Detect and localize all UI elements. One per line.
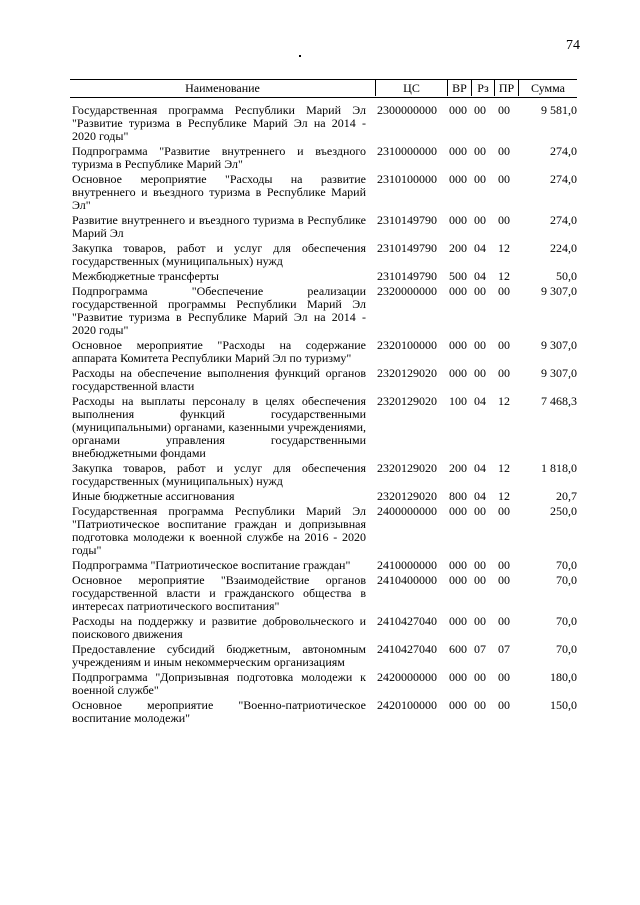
row-sum: 70,0 xyxy=(556,573,577,587)
row-pr: 12 xyxy=(498,394,510,408)
row-rz: 00 xyxy=(474,103,486,117)
row-rz: 07 xyxy=(474,642,486,656)
row-sum: 7 468,3 xyxy=(541,394,577,408)
table-row xyxy=(72,505,577,557)
row-code: 2320129020 xyxy=(377,366,437,380)
table-row xyxy=(72,395,577,460)
row-name: Расходы на поддержку и развитие добровольческого и поискового движения xyxy=(72,614,366,641)
row-sum: 9 307,0 xyxy=(541,338,577,352)
row-code: 2320000000 xyxy=(377,284,437,298)
header-vr: ВР xyxy=(447,80,471,96)
row-code: 2420100000 xyxy=(377,698,437,712)
row-sum: 70,0 xyxy=(556,642,577,656)
row-rz: 04 xyxy=(474,269,486,283)
table-row xyxy=(72,367,577,393)
row-vr: 000 xyxy=(449,284,467,298)
row-pr: 12 xyxy=(498,269,510,283)
row-name: Основное мероприятие "Взаимодействие органов государственной власти и гражданского общества в интересах патриотического воспитания" xyxy=(72,573,366,613)
table-row xyxy=(72,270,577,283)
row-rz: 00 xyxy=(474,504,486,518)
row-sum: 9 307,0 xyxy=(541,284,577,298)
row-code: 2410400000 xyxy=(377,573,437,587)
row-vr: 200 xyxy=(449,461,467,475)
row-rz: 04 xyxy=(474,489,486,503)
table-row xyxy=(72,574,577,613)
row-code: 2320100000 xyxy=(377,338,437,352)
row-vr: 000 xyxy=(449,698,467,712)
row-rz: 00 xyxy=(474,698,486,712)
row-name: Подпрограмма "Обеспечение реализации государственной программы Республики Марий Эл "Развитие туризма в Республике Марий Эл на 2014 - 2020 годы" xyxy=(72,284,366,337)
table-row xyxy=(72,643,577,669)
row-rz: 00 xyxy=(474,213,486,227)
row-rz: 04 xyxy=(474,394,486,408)
row-vr: 800 xyxy=(449,489,467,503)
row-name: Государственная программа Республики Марий Эл "Патриотическое воспитание граждан и допризывная подготовка молодежи к военной службе на 2016 - 2020 годы" xyxy=(72,504,366,557)
row-rz: 00 xyxy=(474,144,486,158)
row-sum: 180,0 xyxy=(550,670,577,684)
row-rz: 00 xyxy=(474,573,486,587)
row-code: 2320129020 xyxy=(377,489,437,503)
row-name: Государственная программа Республики Марий Эл "Развитие туризма в Республике Марий Эл на 2014 - 2020 годы" xyxy=(72,103,366,143)
row-pr: 00 xyxy=(498,504,510,518)
row-name: Предоставление субсидий бюджетным, автономным учреждениям и иным некоммерческим организациям xyxy=(72,642,366,669)
row-name: Основное мероприятие "Расходы на развитие внутреннего и въездного туризма в Республике Марий Эл" xyxy=(72,172,366,212)
row-code: 2400000000 xyxy=(377,504,437,518)
row-sum: 274,0 xyxy=(550,213,577,227)
table-body xyxy=(72,104,577,727)
row-name: Закупка товаров, работ и услуг для обеспечения государственных (муниципальных) нужд xyxy=(72,461,366,488)
row-rz: 00 xyxy=(474,614,486,628)
row-name: Развитие внутреннего и въездного туризма в Республике Марий Эл xyxy=(72,213,366,240)
row-vr: 000 xyxy=(449,213,467,227)
page-number: 74 xyxy=(566,38,580,53)
table-row xyxy=(72,671,577,697)
row-pr: 00 xyxy=(498,284,510,298)
row-name: Расходы на обеспечение выполнения функций органов государственной власти xyxy=(72,366,366,393)
row-vr: 000 xyxy=(449,366,467,380)
row-name: Закупка товаров, работ и услуг для обеспечения государственных (муниципальных) нужд xyxy=(72,241,366,268)
row-pr: 07 xyxy=(498,642,510,656)
row-vr: 100 xyxy=(449,394,467,408)
row-code: 2300000000 xyxy=(377,103,437,117)
row-pr: 00 xyxy=(498,366,510,380)
row-vr: 000 xyxy=(449,103,467,117)
row-sum: 224,0 xyxy=(550,241,577,255)
row-rz: 00 xyxy=(474,284,486,298)
row-sum: 20,7 xyxy=(556,489,577,503)
row-code: 2310149790 xyxy=(377,269,437,283)
row-sum: 9 581,0 xyxy=(541,103,577,117)
row-pr: 12 xyxy=(498,489,510,503)
row-code: 2310000000 xyxy=(377,144,437,158)
table-row xyxy=(72,490,577,503)
row-vr: 000 xyxy=(449,172,467,186)
row-sum: 250,0 xyxy=(550,504,577,518)
row-vr: 500 xyxy=(449,269,467,283)
row-sum: 70,0 xyxy=(556,558,577,572)
row-vr: 000 xyxy=(449,573,467,587)
row-sum: 274,0 xyxy=(550,172,577,186)
row-pr: 00 xyxy=(498,213,510,227)
row-pr: 00 xyxy=(498,338,510,352)
row-sum: 1 818,0 xyxy=(541,461,577,475)
table-row xyxy=(72,173,577,212)
table-row xyxy=(72,559,577,572)
row-rz: 00 xyxy=(474,338,486,352)
row-name: Основное мероприятие "Расходы на содержание аппарата Комитета Республики Марий Эл по туризму" xyxy=(72,338,366,365)
table-row xyxy=(72,699,577,725)
row-vr: 600 xyxy=(449,642,467,656)
table-row xyxy=(72,339,577,365)
row-code: 2410427040 xyxy=(377,642,437,656)
row-pr: 00 xyxy=(498,573,510,587)
row-pr: 12 xyxy=(498,461,510,475)
row-name: Иные бюджетные ассигнования xyxy=(72,489,235,503)
header-name: Наименование xyxy=(185,81,260,95)
row-rz: 04 xyxy=(474,241,486,255)
row-pr: 12 xyxy=(498,241,510,255)
row-code: 2320129020 xyxy=(377,461,437,475)
row-name: Основное мероприятие "Военно-патриотическое воспитание молодежи" xyxy=(72,698,366,725)
row-code: 2310149790 xyxy=(377,241,437,255)
row-vr: 000 xyxy=(449,504,467,518)
row-vr: 000 xyxy=(449,614,467,628)
row-name: Расходы на выплаты персоналу в целях обеспечения выполнения функций государственными (муниципальными) органами, казенными учреждениями, органами управления государственными внебюджетными фондами xyxy=(72,394,366,460)
header-rz: Рз xyxy=(471,80,494,96)
header-pr: ПР xyxy=(494,80,518,96)
table-row xyxy=(72,285,577,337)
row-vr: 000 xyxy=(449,144,467,158)
row-name: Межбюджетные трансферты xyxy=(72,269,219,283)
table-row xyxy=(72,615,577,641)
row-name: Подпрограмма "Развитие внутреннего и въездного туризма в Республике Марий Эл" xyxy=(72,144,366,171)
row-code: 2410000000 xyxy=(377,558,437,572)
header-sum: Сумма xyxy=(518,80,577,96)
table-header-rule xyxy=(70,97,577,98)
row-sum: 274,0 xyxy=(550,144,577,158)
row-vr: 000 xyxy=(449,670,467,684)
row-pr: 00 xyxy=(498,698,510,712)
row-code: 2420000000 xyxy=(377,670,437,684)
row-pr: 00 xyxy=(498,172,510,186)
row-pr: 00 xyxy=(498,670,510,684)
row-pr: 00 xyxy=(498,558,510,572)
row-code: 2410427040 xyxy=(377,614,437,628)
row-sum: 150,0 xyxy=(550,698,577,712)
row-code: 2310100000 xyxy=(377,172,437,186)
table-row xyxy=(72,145,577,171)
row-vr: 200 xyxy=(449,241,467,255)
table-header xyxy=(70,80,577,96)
row-rz: 00 xyxy=(474,670,486,684)
row-code: 2320129020 xyxy=(377,394,437,408)
row-sum: 9 307,0 xyxy=(541,366,577,380)
row-name: Подпрограмма "Патриотическое воспитание граждан" xyxy=(72,558,351,572)
header-code: ЦС xyxy=(375,80,447,96)
table-row xyxy=(72,214,577,240)
row-rz: 00 xyxy=(474,172,486,186)
row-pr: 00 xyxy=(498,614,510,628)
row-sum: 50,0 xyxy=(556,269,577,283)
row-pr: 00 xyxy=(498,103,510,117)
row-vr: 000 xyxy=(449,338,467,352)
row-vr: 000 xyxy=(449,558,467,572)
row-code: 2310149790 xyxy=(377,213,437,227)
table-row xyxy=(72,462,577,488)
row-rz: 00 xyxy=(474,366,486,380)
row-sum: 70,0 xyxy=(556,614,577,628)
row-pr: 00 xyxy=(498,144,510,158)
row-rz: 00 xyxy=(474,558,486,572)
scan-speck xyxy=(299,55,301,57)
row-name: Подпрограмма "Допризывная подготовка молодежи к военной службе" xyxy=(72,670,366,697)
row-rz: 04 xyxy=(474,461,486,475)
table-row xyxy=(72,104,577,143)
table-row xyxy=(72,242,577,268)
